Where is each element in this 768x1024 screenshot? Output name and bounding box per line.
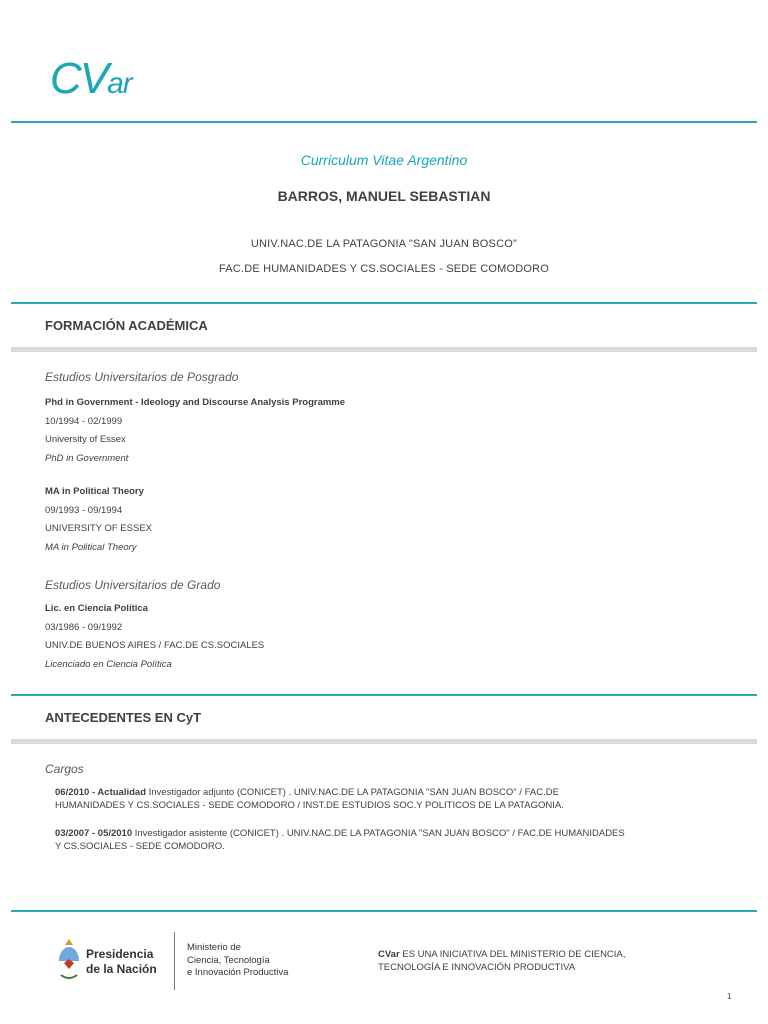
education-item [45, 394, 345, 468]
ministerio-line3: e Innovación Productiva [187, 967, 289, 978]
education-institution: UNIVERSITY OF ESSEX [45, 523, 152, 534]
cvar-bold: CVar [378, 949, 400, 960]
person-name: BARROS, MANUEL SEBASTIAN [277, 188, 491, 204]
cargo-text-cont: HUMANIDADES Y CS.SOCIALES - SEDE COMODORO / INST.DE ESTUDIOS SOC.Y POLITICOS DE LA PATAGONIA. [55, 800, 564, 811]
subsection-grado: Estudios Universitarios de Grado [45, 578, 221, 592]
ministerio-block [187, 942, 288, 980]
cargo-item [55, 786, 655, 812]
coat-of-arms-icon [58, 939, 80, 979]
education-dates: 09/1993 - 09/1994 [45, 504, 123, 516]
section-divider [11, 302, 757, 304]
page-number: 1 [727, 992, 732, 1001]
institution-line1: UNIV.NAC.DE LA PATAGONIA "SAN JUAN BOSCO" [250, 238, 518, 250]
ministerio-line2: Ciencia, Tecnología [187, 954, 270, 966]
subsection-posgrado: Estudios Universitarios de Posgrado [45, 370, 239, 384]
cvar-text-line1: ES UNA INICIATIVA DEL MINISTERIO DE CIENCIA, [399, 949, 626, 960]
cargo-dates: 06/2010 - Actualidad [55, 787, 146, 798]
cargo-text-cont: Y CS.SOCIALES - SEDE COMODORO. [55, 841, 225, 852]
education-title: Phd in Government - Ideology and Discourse Analysis Programme [45, 397, 346, 408]
logo-suffix: ar [107, 67, 132, 100]
education-title: Lic. en Ciencia Política [45, 603, 148, 614]
presidencia-logo [58, 935, 178, 985]
section-title-antecedentes: ANTECEDENTES EN CyT [45, 710, 202, 725]
education-item [45, 600, 264, 674]
cargo-text: Investigador adjunto (CONICET) . UNIV.NAC.DE LA PATAGONIA "SAN JUAN BOSCO" / FAC.DE [146, 787, 559, 798]
section-bar [11, 739, 757, 744]
subsection-cargos: Cargos [45, 762, 84, 776]
section-divider [11, 694, 757, 696]
section-title-formacion: FORMACIÓN ACADÉMICA [45, 318, 208, 333]
education-dates: 10/1994 - 02/1999 [45, 415, 123, 427]
presidencia-line1: Presidencia [86, 947, 154, 961]
education-degree: PhD in Government [45, 452, 129, 464]
section-bar [11, 347, 757, 352]
education-degree: MA in Political Theory [45, 541, 137, 553]
cvar-initiative-text [378, 948, 625, 974]
education-title: MA in Political Theory [45, 486, 144, 497]
education-item [45, 483, 152, 557]
presidencia-line2: de la Nación [86, 962, 157, 976]
ministerio-line1: Ministerio de [187, 942, 241, 953]
education-institution: University of Essex [45, 434, 126, 445]
cargo-text: Investigador asistente (CONICET) . UNIV.NAC.DE LA PATAGONIA "SAN JUAN BOSCO" / FAC.DE HUMANIDADES [132, 828, 625, 839]
education-dates: 03/1986 - 09/1992 [45, 621, 123, 633]
cargo-item [55, 827, 655, 853]
cv-title: Curriculum Vitae Argentino [300, 152, 468, 168]
institution-line2: FAC.DE HUMANIDADES Y CS.SOCIALES - SEDE COMODORO [218, 263, 550, 275]
header-divider [11, 121, 757, 123]
footer-separator [174, 932, 175, 990]
logo-main: CV [50, 54, 108, 103]
cvar-logo [50, 54, 132, 109]
cargo-dates: 03/2007 - 05/2010 [55, 828, 133, 839]
cvar-text-line2: TECNOLOGÍA E INNOVACIÓN PRODUCTIVA [378, 962, 576, 973]
education-institution: UNIV.DE BUENOS AIRES / FAC.DE CS.SOCIALES [45, 640, 265, 651]
footer-divider [11, 910, 757, 912]
education-degree: Licenciado en Ciencia Política [45, 658, 172, 670]
